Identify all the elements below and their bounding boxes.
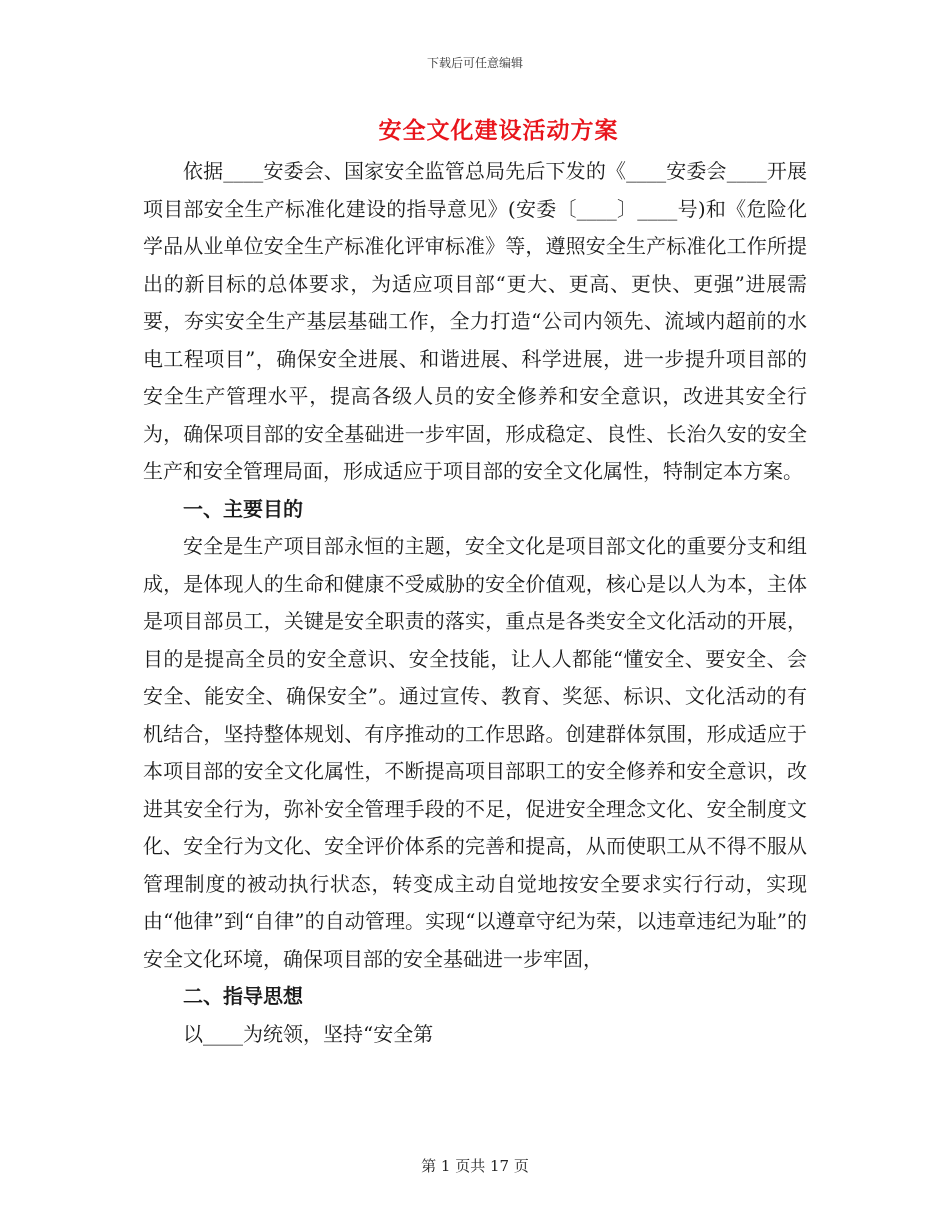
- header-note: 下载后可任意编辑: [426, 56, 523, 70]
- section-heading-guiding-ideology: 二、指导思想: [183, 984, 303, 1008]
- main-purpose-paragraph: 安全是生产项目部永恒的主题，安全文化是项目部文化的重要分支和组成，是体现人的生命和健康不受威胁的安全价值观，核心是以人为本，主体是项目部员工，关键是安全职责的落实，重点是各类安全文化活动的开展，目的是提高全员的安全意识、安全技能，让人人都能“懂安全、要安全、会安全、能安全、确保安全”。通过宣传、教育、奖惩、标识、文化活动的有机结合，坚持整体规划、有序推动的工作思路。创建群体氛围，形成适应于本项目部的安全文化属性，不断提高项目部职工的安全修养和安全意识，改进其安全行为，弥补安全管理手段的不足，促进安全理念文化、安全制度文化、安全行为文化、安全评价体系的完善和提高，从而使职工从不得不服从管理制度的被动执行状态，转变成主动自觉地按安全要求实行行动，实现由“他律”到“自律”的自动管理。实现“以遵章守纪为荣，以违章违纪为耻”的安全文化环境，确保项目部的安全基础进一步牢固，: [143, 534, 807, 971]
- page-footer: 第 1 页共 17 页: [421, 1157, 529, 1175]
- document-body: [143, 153, 807, 1053]
- document-title: 安全文化建设活动方案: [378, 117, 619, 144]
- guiding-ideology-paragraph: 以____为统领，坚持“安全第: [183, 1021, 434, 1046]
- section-heading-main-purpose: 一、主要目的: [183, 496, 303, 521]
- intro-paragraph: 依据____安委会、国家安全监管总局先后下发的《____安委会____开展项目部安全生产标准化建设的指导意见》(安委〔____〕____号)和《危险化学品从业单位安全生产标准化评审标准》等，遵照安全生产标准化工作所提出的新目标的总体要求，为适应项目部“更大、更高、更快、更强”进展需要，夯实安全生产基层基础工作，全力打造“公司内领先、流域内超前的水电工程项目”，确保安全进展、和谐进展、科学进展，进一步提升项目部的安全生产管理水平，提高各级人员的安全修养和安全意识，改进其安全行为，确保项目部的安全基础进一步牢固，形成稳定、良性、长治久安的安全生产和安全管理局面，形成适应于项目部的安全文化属性，特制定本方案。: [143, 159, 807, 483]
